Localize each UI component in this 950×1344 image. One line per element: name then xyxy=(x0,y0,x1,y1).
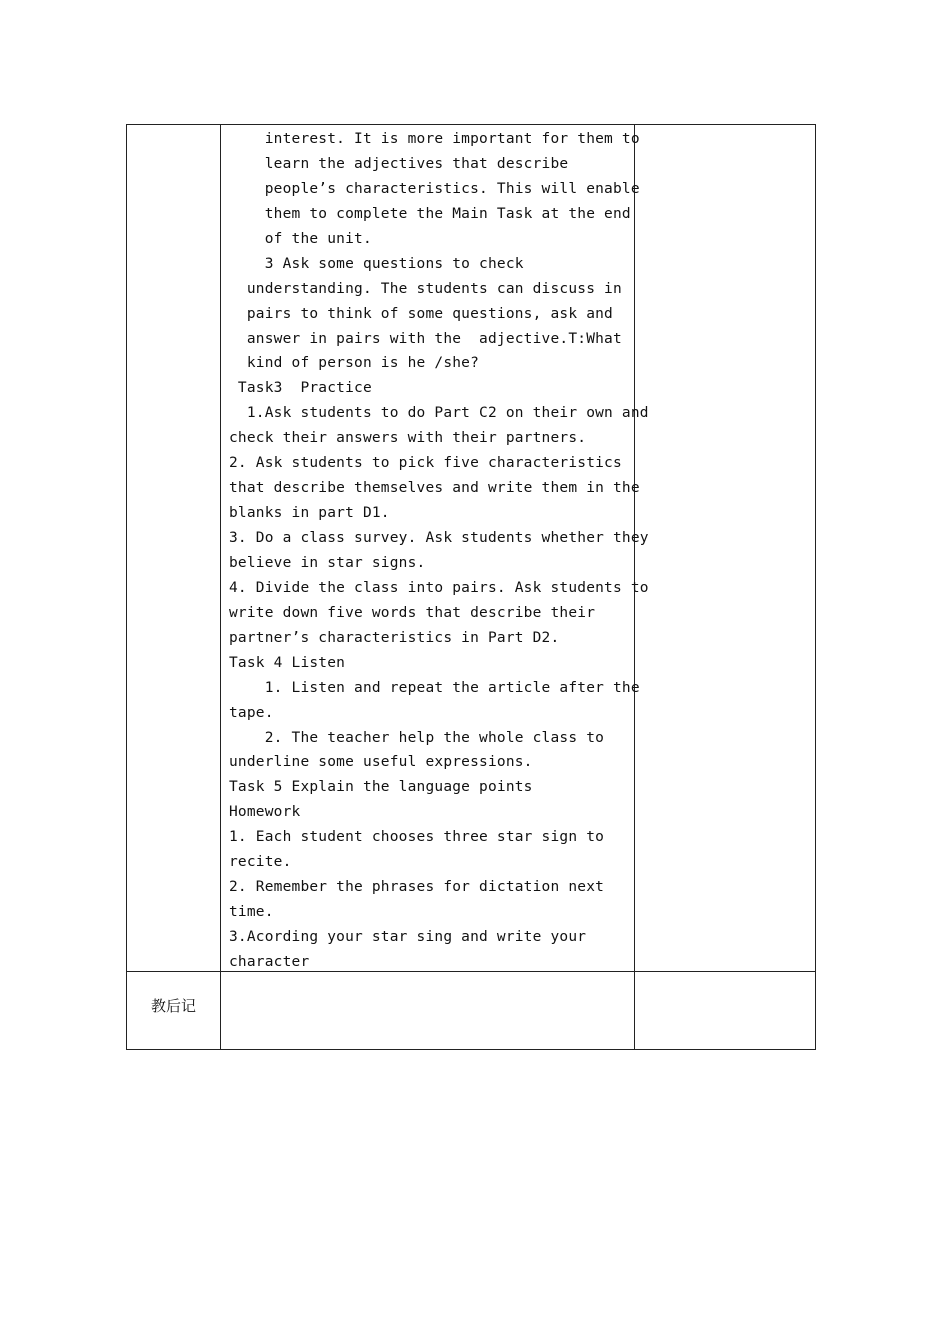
lesson-line: Task 5 Explain the language points xyxy=(229,779,533,796)
lesson-line: character xyxy=(229,953,310,970)
lesson-line: 2. Ask students to pick five characteristics xyxy=(229,455,622,472)
reflection-label: 教后记 xyxy=(150,996,196,1015)
lesson-line: of the unit. xyxy=(229,230,372,247)
lesson-line: blanks in part D1. xyxy=(229,505,390,522)
lesson-line: answer in pairs with the adjective.T:What xyxy=(229,330,622,347)
lesson-line: Task3 Practice xyxy=(229,380,372,397)
column-divider-left xyxy=(220,125,221,1049)
lesson-line: learn the adjectives that describe xyxy=(229,155,569,172)
lesson-line: Task 4 Listen xyxy=(229,654,346,671)
lesson-line: 3.Acording your star sing and write your xyxy=(229,929,587,945)
lesson-line: understanding. The students can discuss in xyxy=(229,280,622,297)
lesson-line: 3. Do a class survey. Ask students whether they xyxy=(229,530,649,546)
lesson-line: 1.Ask students to do Part C2 on their own and xyxy=(229,405,649,422)
lesson-line: time. xyxy=(229,904,274,921)
lesson-line: check their answers with their partners. xyxy=(229,430,587,447)
lesson-line: 2. Remember the phrases for dictation next xyxy=(229,879,605,896)
lesson-line: 2. The teacher help the whole class to xyxy=(229,729,605,746)
lesson-line: people’s characteristics. This will enable xyxy=(229,180,640,197)
reflection-label-cell xyxy=(127,971,220,1051)
lesson-line: interest. It is more important for them to xyxy=(229,131,640,147)
lesson-line: Homework xyxy=(229,804,301,821)
lesson-line: tape. xyxy=(229,704,274,721)
lesson-line: believe in star signs. xyxy=(229,554,426,571)
lesson-plan-table xyxy=(126,124,816,1050)
lesson-line: 1. Each student chooses three star sign to xyxy=(229,829,605,846)
lesson-line: 4. Divide the class into pairs. Ask students to xyxy=(229,579,649,596)
lesson-line: underline some useful expressions. xyxy=(229,754,533,771)
lesson-content-cell xyxy=(229,127,649,975)
lesson-line: pairs to think of some questions, ask and xyxy=(229,305,613,322)
lesson-line: 3 Ask some questions to check xyxy=(229,255,524,272)
lesson-line: kind of person is he /she? xyxy=(229,355,480,372)
lesson-line: partner’s characteristics in Part D2. xyxy=(229,629,560,646)
lesson-line: recite. xyxy=(229,854,292,871)
lesson-line: 1. Listen and repeat the article after the xyxy=(229,679,640,696)
lesson-line: that describe themselves and write them in the xyxy=(229,480,640,497)
lesson-line: write down five words that describe their xyxy=(229,604,596,621)
lesson-line: them to complete the Main Task at the end xyxy=(229,205,631,222)
